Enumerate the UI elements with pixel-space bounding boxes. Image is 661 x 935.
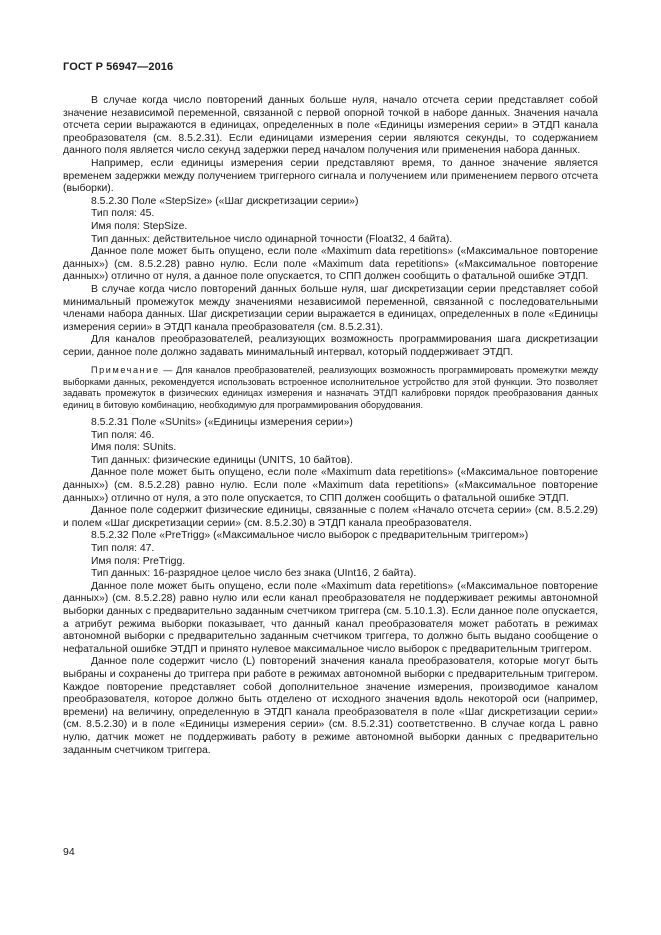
note-text: — Для каналов преобразователей, реализующих возможность программировать промежутки между выборками данных, рекомендуется использовать встроенное исполнительное устройство для этой функции. Это позволяет задавать промежуток в физических единицах измерения и назначать ЭТДП калибровки порядок преобразования данных единиц в битовую комбинацию, необходимую для программирования оборудования. bbox=[63, 365, 599, 410]
paragraph: Тип поля: 45. bbox=[91, 208, 155, 220]
standard-designation: ГОСТ Р 56947—2016 bbox=[63, 61, 174, 73]
paragraph: Данное поле может быть опущено, если поле «Maximum data repetitions» («Максимальное повторение данных») (см. 8.5.2.28) равно нулю. Если поле «Maximum data repetitions» («Максимальное повторение данных») отлично от нуля, а это поле опускается, то СПП должен сообщить о фатальной ошибке ЭТДП. bbox=[63, 467, 598, 504]
note bbox=[63, 365, 598, 411]
paragraph: Тип данных: физические единицы (UNITS, 10 байтов). bbox=[91, 454, 353, 466]
paragraph: В случае когда число повторений данных больше нуля, начало отсчета серии представляет собой значение независимой переменной, связанной с первой опорной точкой в наборе данных. Значения начала отсчета серии выражаются в единицах, определенных в поле «Единицы измерения серии» в ЭТДП канала преобразователя (см. 8.5.2.31). Если единицами измерения серии являются секунды, то содержанием данного поля является число секунд задержки перед началом получения или применения набора данных. bbox=[63, 95, 598, 157]
paragraph: Тип поля: 46. bbox=[91, 429, 155, 441]
paragraph: Например, если единицы измерения серии представляют время, то данное значение является временем задержки между получением триггерного сигнала и получением или применением первого отсчета (выборки). bbox=[63, 157, 598, 195]
paragraph: В случае когда число повторений данных больше нуля, шаг дискретизации серии представляет собой минимальный промежуток между значениями независимой переменной, связанной с последовательными членами набора данных. Шаг дискретизации серии выражается в единицах, определенных в поле «Единицы измерения серии» в ЭТДП канала преобразователя (см. 8.5.2.31). bbox=[63, 283, 598, 333]
section-heading: 8.5.2.31 Поле «SUnits» («Единицы измерения серии») bbox=[91, 417, 353, 429]
paragraph: Тип поля: 47. bbox=[91, 543, 155, 555]
paragraph: Для каналов преобразователей, реализующих возможность программирования шага дискретизации серии, данное поле должно задавать минимальный интервал, который поддерживает ЭТДП. bbox=[63, 334, 598, 358]
note-label: Примечание bbox=[91, 365, 160, 376]
section-heading: 8.5.2.30 Поле «StepSize» («Шаг дискретизации серии») bbox=[91, 195, 359, 207]
paragraph: Данное поле содержит физические единицы, связанные с полем «Начало отсчета серии» (см. 8.5.2.29) и полем «Шаг дискретизации серии» (см. 8.5.2.30) в ЭТДП канала преобразователя. bbox=[63, 505, 598, 529]
paragraph: Тип данных: действительное число одинарной точности (Float32, 4 байта). bbox=[91, 233, 453, 245]
paragraph: Имя поля: StepSize. bbox=[91, 220, 188, 232]
paragraph: Тип данных: 16-разрядное целое число без знака (UInt16, 2 байта). bbox=[91, 568, 417, 580]
section-heading: 8.5.2.32 Поле «PreTrigg» («Максимальное число выборок с предварительным триггером») bbox=[91, 530, 529, 542]
body-text bbox=[63, 95, 598, 757]
paragraph: Данное поле содержит число (L) повторений значения канала преобразователя, которые могут быть выбраны и сохранены до триггера при работе в режимах автономной выборки с предварительным триггером. Каждое повторение представляет собой дополнительное значение измерения, производимое каналом преобразователя, которое должно быть отделено от исходного значения вдоль некоторой оси (например, времени) на величину, определенную в ЭТДП канала преобразователя в поле «Шаг дискретизации серии» (см. 8.5.2.30) и в поле «Единицы измерения серии» (см. 8.5.2.31) соответственно. В случае когда L равно нулю, датчик может не поддерживать работу в режиме автономной выборки данных с предварительно заданным счетчиком триггера. bbox=[63, 656, 598, 756]
paragraph: Имя поля: PreTrigg. bbox=[91, 555, 186, 567]
paragraph: Данное поле может быть опущено, если поле «Maximum data repetitions» («Максимальное повторение данных») (см. 8.5.2.28) равно нулю или если канал преобразователя не поддерживает режимы автономной выборки данных с предварительно заданным счетчиком триггера (см. 5.10.1.3). Если данное поле опускается, а атрибут режима выборки показывает, что данный канал преобразователя может работать в режимах автономной выборки с предварительно заданным счетчиком триггера, то должно быть выдано сообщение о нефатальной ошибке ЭТДП и принято нулевое максимальное число выборок с предварительным триггером. bbox=[63, 580, 598, 655]
paragraph: Имя поля: SUnits. bbox=[91, 442, 177, 454]
page-number: 94 bbox=[63, 846, 75, 858]
paragraph: Данное поле может быть опущено, если поле «Maximum data repetitions» («Максимальное повторение данных») (см. 8.5.2.28) равно нулю. Если поле «Maximum data repetitions» («Максимальное повторение данных») отлично от нуля, а данное поле опускается, то СПП должен сообщить о фатальной ошибке ЭТДП. bbox=[63, 246, 598, 283]
